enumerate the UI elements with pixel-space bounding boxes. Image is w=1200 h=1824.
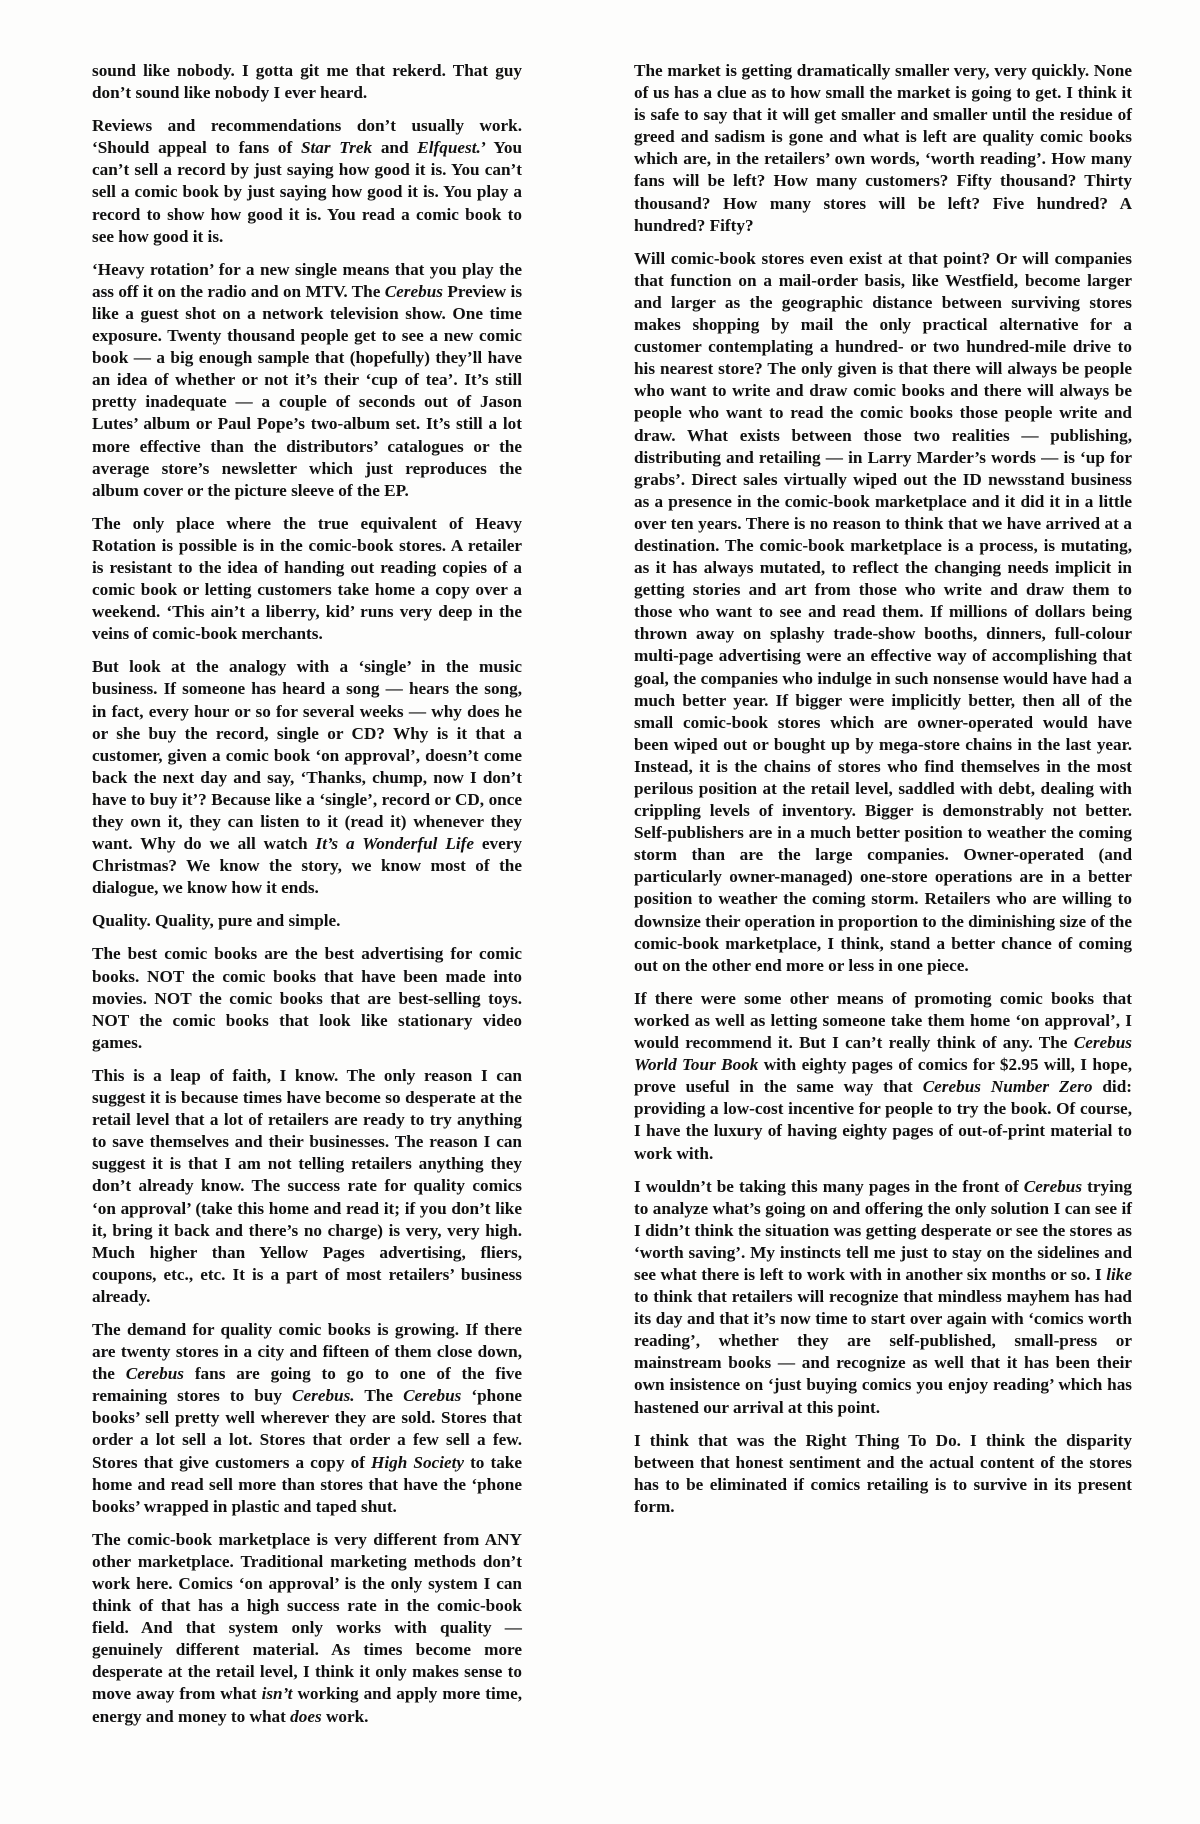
body-text: every Christmas? We know the story, we know most of the dialogue, we know how it ends. <box>92 834 522 898</box>
body-text: But look at the analogy with a ‘single’ in the music business. If someone has heard a song — hears the song, in fact, every hour or so for several weeks — why does he or she buy the record, single or CD? Why is it that a customer, given a comic book ‘on approval’, doesn’t come back the next day and say, ‘Thanks, chump, now I don’t have to buy it’? Because like a ‘single’, record or CD, once they own it, they can listen to it (read it) whenever they want. Why do we all watch <box>92 657 522 854</box>
italic-title-text: Cerebus <box>1023 1176 1083 1196</box>
body-text: trying to analyze what’s going on and offering the only solution I can see if I didn’t think the situation was getting desperate or see the stores as ‘worth saving’. My instincts tell me just to stay on the sidelines and see what there is left to work with in another six months or so. I <box>634 1176 1132 1284</box>
body-text: to think that retailers will recognize that mindless mayhem has had its day and that it’s now time to start over again with ‘comics worth reading’, whether they are self-published, small-press or mainstream books — and recognize as well that it has been their own insistence on ‘just buying comics you enjoy reading’ which has hastened our arrival at this point. <box>634 1287 1132 1417</box>
body-text: with eighty pages of comics for $2.95 will, I hope, prove useful in the same way that <box>634 1055 1132 1097</box>
paragraph <box>92 656 522 899</box>
italic-title-text: Elfquest. <box>417 138 481 158</box>
italic-title-text: High Society <box>371 1452 464 1472</box>
text-column-left <box>92 60 522 1739</box>
paragraph <box>634 1176 1132 1419</box>
body-text: ‘phone books’ sell pretty well wherever they are sold. Stores that order a lot sell a lot. Stores that order a few sell a few. Stores that give customers a copy of <box>92 1386 523 1472</box>
paragraph <box>92 513 522 646</box>
paragraph <box>92 60 522 104</box>
body-text: If there were some other means of promoting comic books that worked as well as letting someone take them home ‘on approval’, I would recommend it. But I can’t really think of any. The <box>634 988 1132 1053</box>
body-text: did: providing a low-cost incentive for people to try the book. Of course, I have the luxury of having eighty pages of out-of-print material to work with. <box>634 1077 1132 1163</box>
body-text: The <box>354 1386 404 1406</box>
paragraph <box>92 259 522 502</box>
body-text: working and apply more time, energy and money to what <box>92 1684 522 1726</box>
body-text: I think that was the Right Thing To Do. I think the disparity between that honest sentiment and the actual content of the stores has to be eliminated if comics retailing is to survive in its present form. <box>634 1430 1132 1516</box>
body-text: ‘Heavy rotation’ for a new single means that you play the ass off it on the radio and on MTV. The <box>92 259 522 301</box>
italic-title-text: It’s a Wonderful Life <box>315 834 474 854</box>
body-text: Quality. Quality, pure and simple. <box>92 911 341 931</box>
body-text: ’ You can’t sell a record by just saying how good it is. You can’t sell a comic book by just saying how good it is. You play a record to show how good it is. You read a comic book to see how good it is. <box>92 138 523 246</box>
body-text: Reviews and recommendations don’t usually work. ‘Should appeal to fans of <box>92 116 522 158</box>
paragraph <box>92 943 522 1053</box>
body-text: The best comic books are the best advertising for comic books. NOT the comic books that have been made into movies. NOT the comic books that are best-selling toys. NOT the comic books that look like stationary video games. <box>92 944 522 1052</box>
body-text: The comic-book marketplace is very different from ANY other marketplace. Traditional marketing methods don’t work here. Comics ‘on approval’ is the only system I can think of that has a high success rate in the comic-book field. And that system only works with quality — genuinely different material. As times become more desperate at the retail level, I think it only makes sense to move away from what <box>92 1529 522 1704</box>
italic-title-text: Cerebus World Tour Book <box>634 1033 1132 1075</box>
body-text: I wouldn’t be taking this many pages in the front of <box>634 1176 1024 1196</box>
body-text: fans are going to go to one of the five remaining stores to buy <box>92 1364 522 1406</box>
body-text: The only place where the true equivalent of Heavy Rotation is possible is in the comic-book stores. A retailer is resistant to the idea of handing out reading copies of a comic book or letting customers take home a copy over a weekend. ‘This ain’t a liberry, kid’ runs very deep in the veins of comic-book merchants. <box>92 513 522 644</box>
body-text: The market is getting dramatically smaller very, very quickly. None of us has a clue as to how small the market is going to get. I think it is safe to say that it will get smaller and smaller until the residue of greed and sadism is gone and what is left are quality comic books which are, in the retailers’ own words, ‘worth reading’. How many fans will be left? How many customers? Fifty thousand? Thirty thousand? How many stores will be left? Five hundred? A hundred? Fifty? <box>634 61 1132 235</box>
body-text: sound like nobody. I gotta git me that rekerd. That guy don’t sound like nobody I ever heard. <box>92 61 522 103</box>
italic-title-text: Cerebus Number Zero <box>922 1077 1093 1097</box>
body-text: work. <box>321 1706 369 1726</box>
body-text: Will comic-book stores even exist at that point? Or will companies that function on a mail-order basis, like Westfield, become larger and larger as the geographic distance between surviving stores makes shopping by mail the only practical alternative for a customer contemplating a hundred- or two hundred-mile drive to his nearest store? The only given is that there will always be people who want to write and draw comic books and there will always be people who want to read the comic books those people write and draw. What exists between those two realities — publishing, distributing and retailing — in Larry Marder’s words — is ‘up for grabs’. Direct sales virtually wiped out the ID newsstand business as a presence in the comic-book marketplace and it did it in a little over ten years. There is no reason to think that we have arrived at a destination. The comic-book marketplace is a process, is mutating, as it has always mutated, to reflect the changing needs implicit in getting stories and art from those who write and draw them to those who want to see and read them. If millions of dollars being thrown away on splashy trade-show booths, dinners, full-colour multi-page advertising were an effective way of accomplishing that goal, the companies who indulge in such nonsense would have had a much better year. If bigger were implicitly better, then all of the small comic-book stores which are owner-operated would have been wiped out or bought up by mega-store chains in the last year. Instead, it is the chains of stores who find themselves in the most perilous position at the retail level, saddled with debt, dealing with crippling levels of inventory. Bigger is demonstrably not better. Self-publishers are in a much better position to weather the coming storm than are the large companies. Owner-operated (and particularly owner-managed) one-store operations are in a better position to weather the coming storm. Retailers who are willing to downsize their operation in proportion to the diminishing size of the comic-book marketplace, I think, stand a better chance of coming out on the other end more or less in one piece. <box>634 248 1132 975</box>
italic-title-text: Cerebus <box>125 1364 184 1384</box>
italic-title-text: like <box>1106 1264 1132 1284</box>
paragraph <box>634 1430 1132 1518</box>
body-text: Preview is like a guest shot on a network television show. One time exposure. Twenty thousand people get to see a new comic book — a big enough sample that (hopefully) they’ll have an idea of whether or not it’s their ‘cup of tea’. It’s still pretty inadequate — a couple of seconds out of Jason Lutes’ album or Paul Pope’s two-album set. It’s still a lot more effective than the distributors’ catalogues or the average store’s newsletter which just reproduces the album cover or the picture sleeve of the EP. <box>92 281 523 500</box>
paragraph <box>92 115 522 248</box>
italic-title-text: Cerebus. <box>292 1386 355 1406</box>
italic-title-text: Cerebus <box>384 281 443 301</box>
body-text: to take home and read sell more than stores that have the ‘phone books’ wrapped in plastic and taped shut. <box>92 1452 522 1516</box>
italic-title-text: isn’t <box>261 1684 293 1704</box>
body-text: The demand for quality comic books is growing. If there are twenty stores in a city and fifteen of them close down, the <box>92 1319 522 1384</box>
paragraph <box>92 1529 522 1728</box>
paragraph <box>634 988 1132 1165</box>
paragraph <box>92 1065 522 1308</box>
paragraph <box>634 248 1132 977</box>
body-text: and <box>372 138 418 158</box>
body-text: This is a leap of faith, I know. The only reason I can suggest it is because times have become so desperate at the retail level that a lot of retailers are ready to try anything to save themselves and their businesses. The reason I can suggest it is that I am not telling retailers anything they don’t already know. The success rate for quality comics ‘on approval’ (take this home and read it; if you don’t like it, bring it back and there’s no charge) is very, very high. Much higher than Yellow Pages advertising, fliers, coupons, etc., etc. It is a part of most retailers’ business already. <box>92 1065 522 1306</box>
italic-title-text: Star Trek <box>300 138 373 158</box>
italic-title-text: does <box>290 1706 322 1726</box>
text-column-right <box>634 60 1132 1529</box>
paragraph <box>634 60 1132 237</box>
paragraph <box>92 1319 522 1518</box>
italic-title-text: Cerebus <box>403 1386 462 1406</box>
paragraph <box>92 910 522 932</box>
